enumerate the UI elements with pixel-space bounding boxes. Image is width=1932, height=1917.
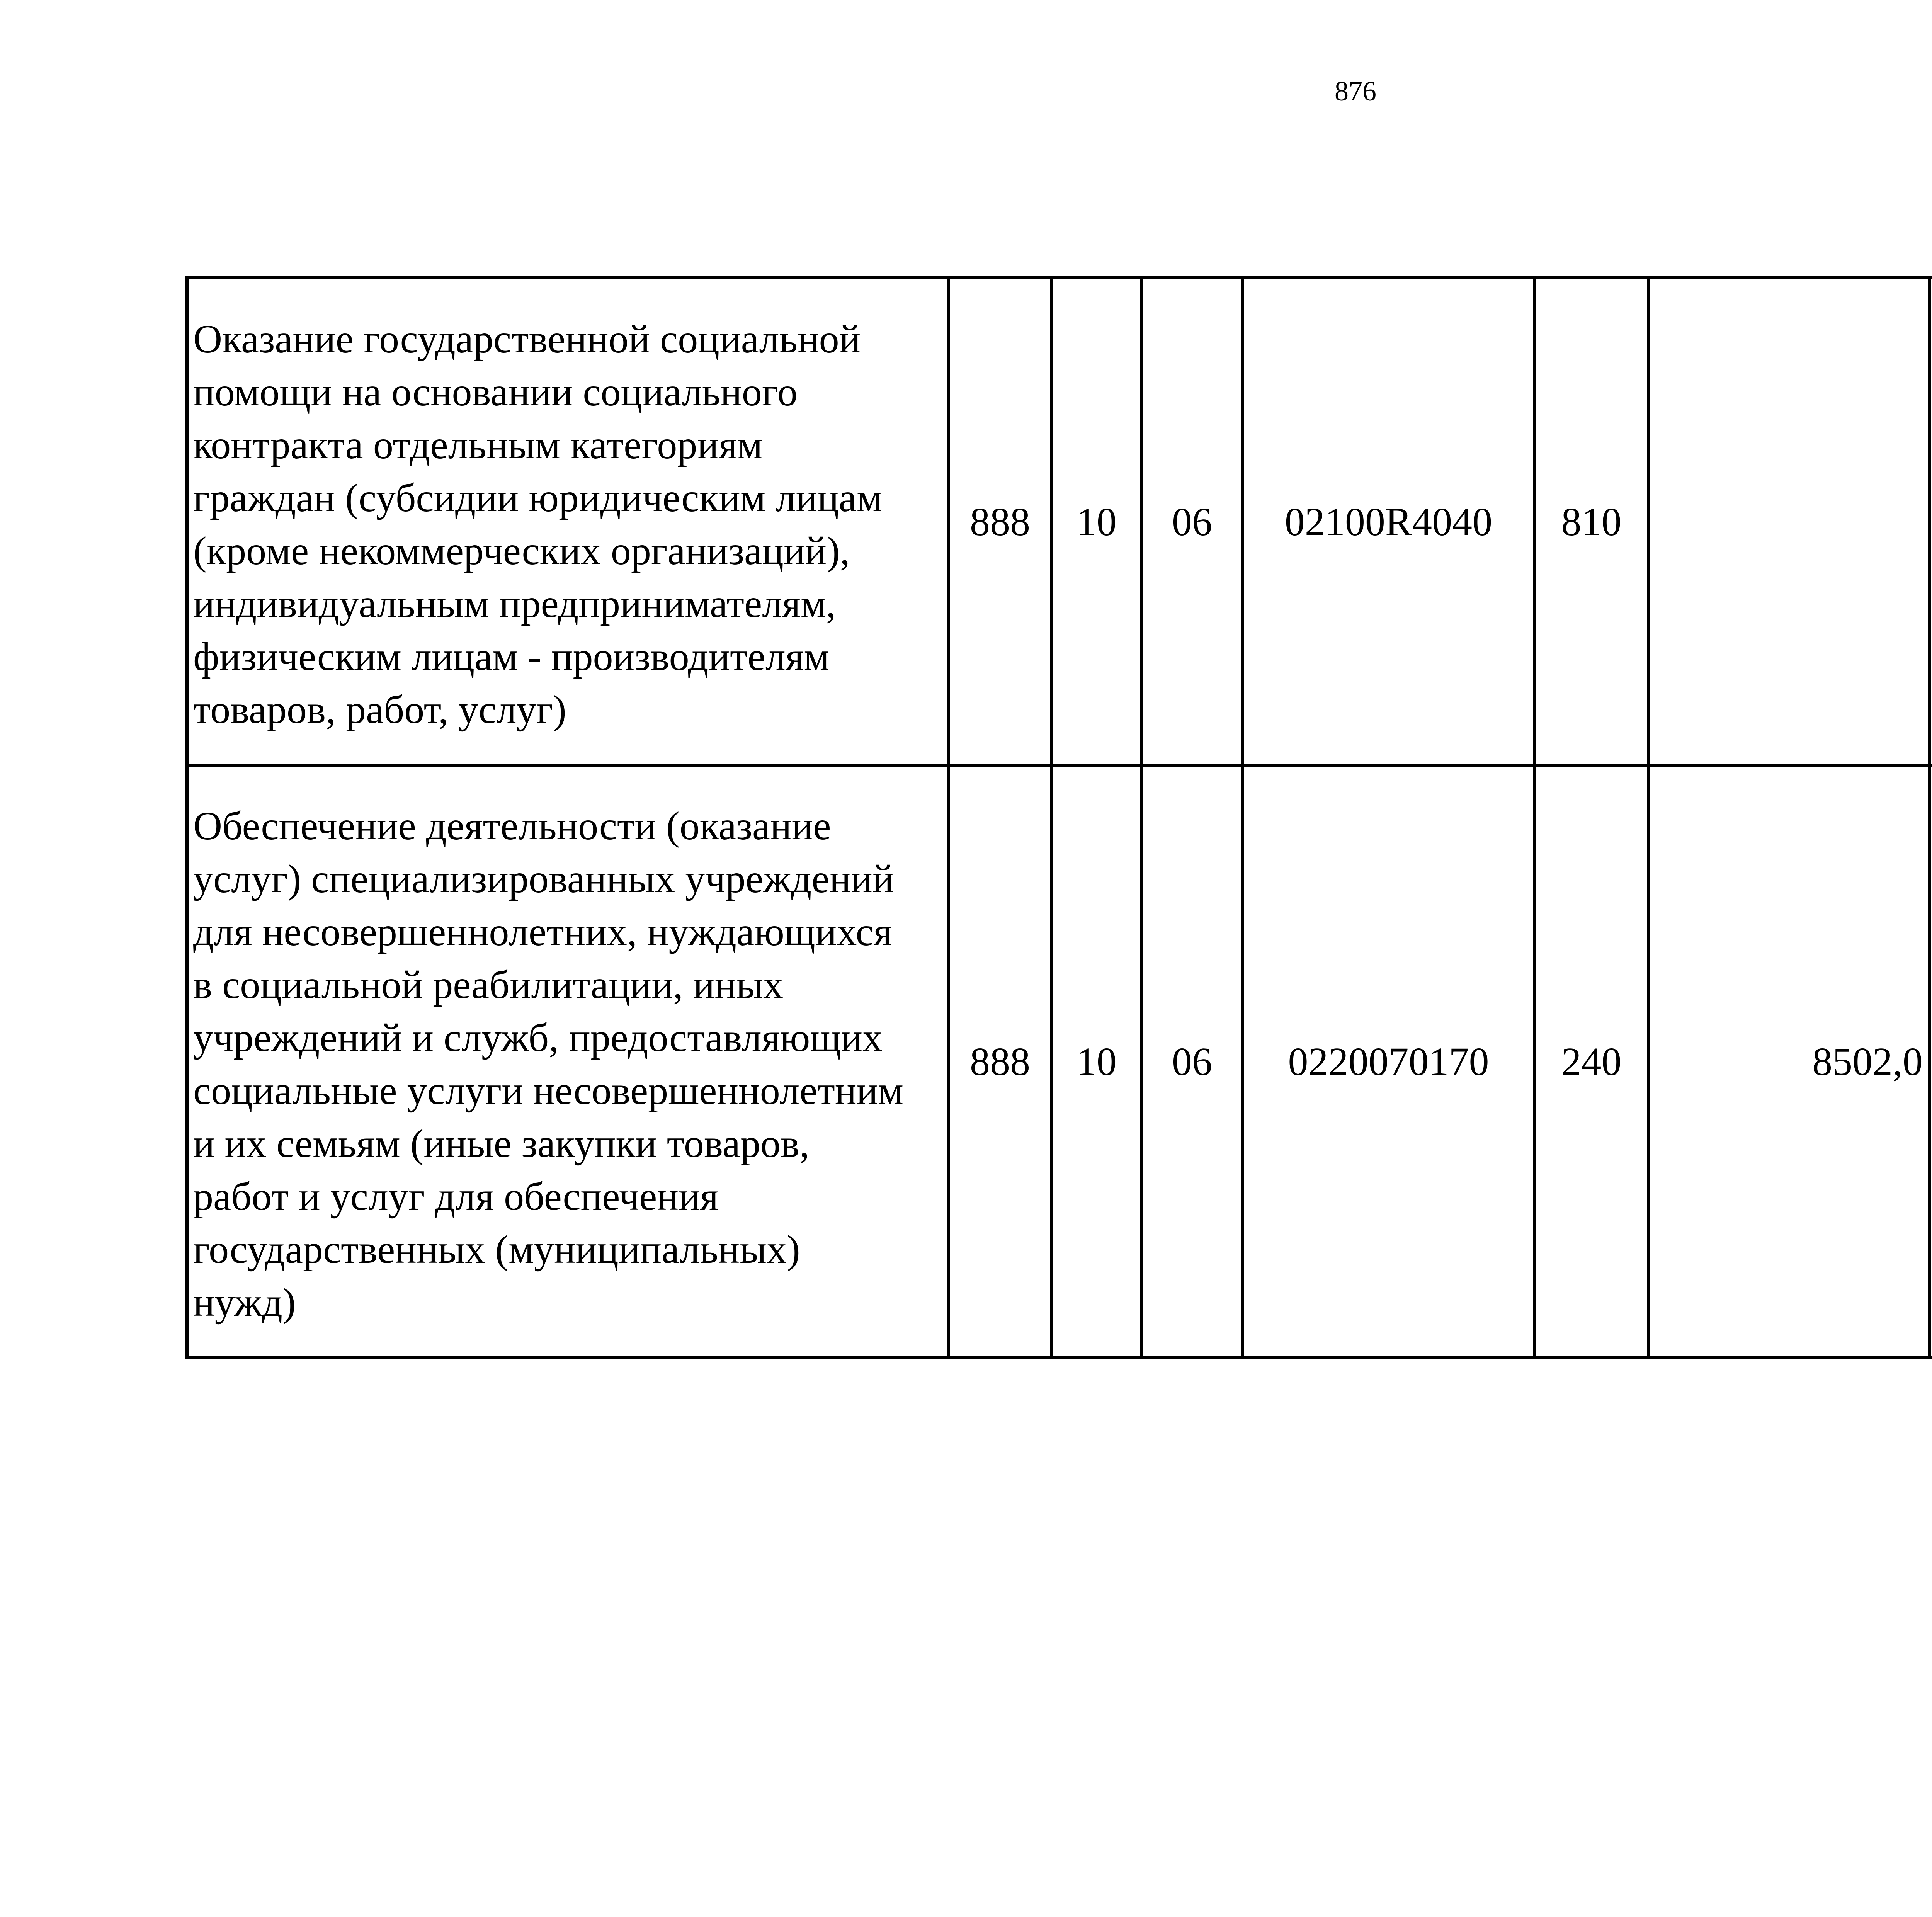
ministry-code: 888 bbox=[948, 765, 1052, 1357]
description-line: государственных (муниципальных) bbox=[193, 1227, 800, 1272]
description-line: индивидуальным предпринимателям, bbox=[193, 582, 836, 626]
row-description bbox=[187, 765, 948, 1357]
table-row bbox=[187, 765, 1932, 1357]
description-line: Обеспечение деятельности (оказание bbox=[193, 804, 831, 848]
description-line: услуг) специализированных учреждений bbox=[193, 857, 894, 901]
description-line: помощи на основании социального bbox=[193, 370, 798, 414]
table-row bbox=[187, 278, 1932, 765]
description-line: (кроме некоммерческих организаций), bbox=[193, 529, 850, 573]
description-line: контракта отдельным категориям bbox=[193, 423, 763, 467]
amount-1 bbox=[1648, 278, 1930, 765]
description-line: нужд) bbox=[193, 1280, 296, 1325]
description-line: работ и услуг для обеспечения bbox=[193, 1174, 719, 1219]
page-number: 876 bbox=[1335, 76, 1376, 107]
description-line: граждан (субсидии юридическим лицам bbox=[193, 476, 882, 520]
description-line: и их семьям (иные закупки товаров, bbox=[193, 1121, 810, 1166]
amount-1: 8502,0 bbox=[1648, 765, 1930, 1357]
description-line: для несовершеннолетних, нуждающихся bbox=[193, 910, 892, 954]
expense-type-code: 240 bbox=[1534, 765, 1648, 1357]
target-article-code: 0220070170 bbox=[1243, 765, 1534, 1357]
ministry-code: 888 bbox=[948, 278, 1052, 765]
description-line: социальные услуги несовершеннолетним bbox=[193, 1068, 903, 1113]
description-line: учреждений и служб, предоставляющих bbox=[193, 1015, 883, 1060]
amount-2 bbox=[1930, 278, 1932, 765]
description-line: физическим лицам - производителям bbox=[193, 634, 830, 679]
subsection-code: 06 bbox=[1141, 765, 1243, 1357]
description-line: в социальной реабилитации, иных bbox=[193, 963, 784, 1007]
expense-type-code: 810 bbox=[1534, 278, 1648, 765]
target-article-code: 02100R4040 bbox=[1243, 278, 1534, 765]
amount-2 bbox=[1930, 765, 1932, 1357]
subsection-code: 06 bbox=[1141, 278, 1243, 765]
description-line: товаров, работ, услуг) bbox=[193, 687, 566, 732]
row-description bbox=[187, 278, 948, 765]
description-line: Оказание государственной социальной bbox=[193, 317, 861, 361]
budget-table bbox=[185, 276, 1932, 1359]
section-code: 10 bbox=[1052, 765, 1141, 1357]
section-code: 10 bbox=[1052, 278, 1141, 765]
